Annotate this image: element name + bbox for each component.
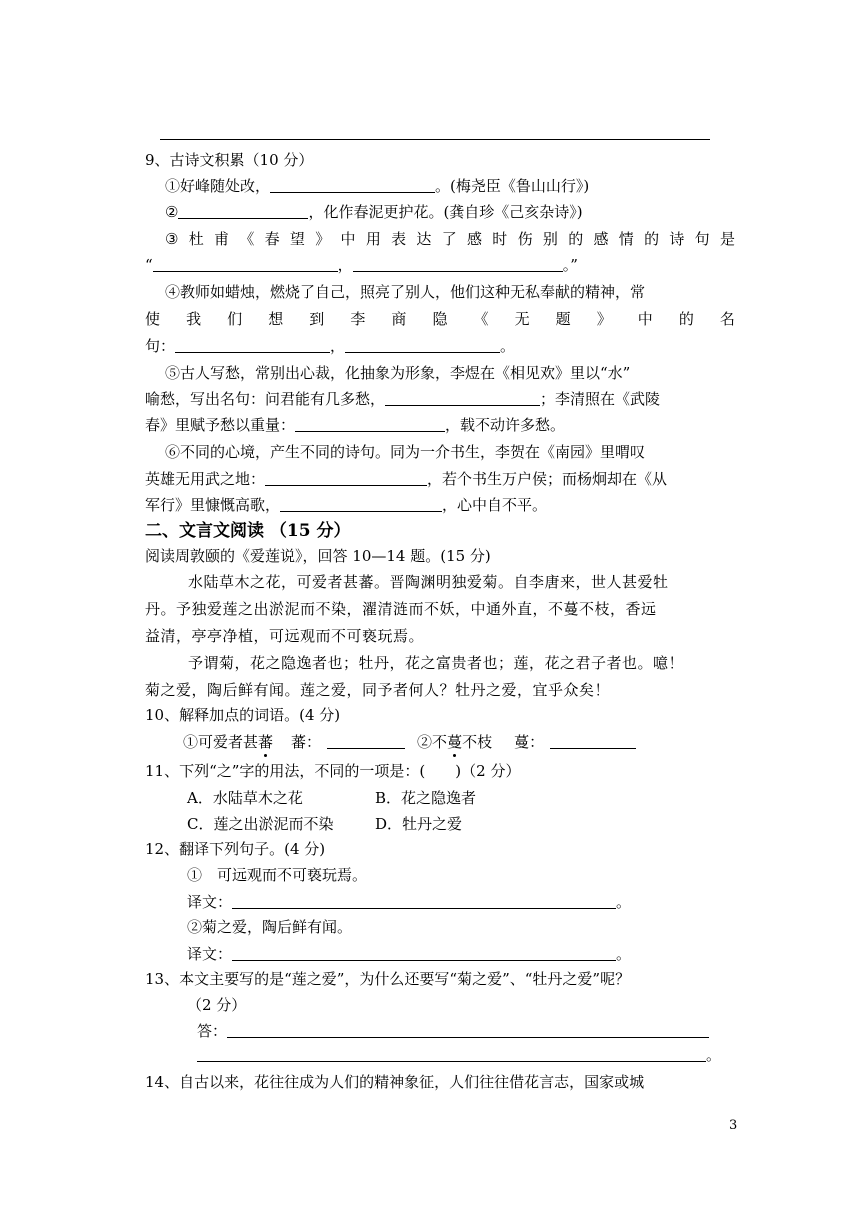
section-2-heading — [145, 521, 351, 541]
q9-i3-char: 望 — [289, 230, 305, 248]
q9-i4-char: 》 — [596, 310, 612, 328]
q9-title: 9、古诗文积累（10 分） — [145, 151, 314, 169]
q9-i3-char: 》 — [315, 230, 331, 248]
passage-p1-line1: 水陆草木之花，可爱者甚蕃。晋陶渊明独爱菊。自李唐来，世人甚爱牡 — [188, 573, 669, 591]
q12-blank-2[interactable] — [232, 945, 616, 961]
q9-i3-char: 句 — [694, 230, 710, 248]
q9-i4-char: 到 — [309, 310, 325, 328]
q11-option-d[interactable]: D．牡丹之爱 — [375, 815, 463, 833]
q9-item-6-line2 — [145, 470, 667, 488]
translation-label: 译文： — [187, 945, 233, 963]
section-2-title: 二、文言文阅读 （15 分） — [145, 521, 351, 541]
q9-item-4-line3 — [145, 337, 515, 355]
q9-item-3-line2 — [145, 256, 578, 274]
close-quote: 。” — [562, 256, 578, 274]
q9-i3-char: 甫 — [214, 230, 230, 248]
q13-answer-line1 — [197, 1022, 709, 1040]
q9-i3-char: 感 — [467, 230, 483, 248]
q9-i4-char: 们 — [227, 310, 243, 328]
comma: ， — [337, 256, 353, 274]
q9-i4-char: 中 — [637, 310, 653, 328]
q9-item-6-line1: ⑥不同的心境，产生不同的诗句。同为一介书生，李贺在《南园》里喟叹 — [165, 443, 646, 461]
q9-blank-3a[interactable] — [153, 256, 338, 272]
q9-i3-char: 诗 — [669, 230, 685, 248]
q10-blank-a[interactable] — [327, 733, 405, 749]
q9-i4-char: 无 — [514, 310, 530, 328]
q13-blank-1[interactable] — [227, 1022, 709, 1038]
passage-p2-line2: 菊之爱，陶后鲜有闻。莲之爱，同予者何人？牡丹之爱，宜乎众矣！ — [145, 681, 611, 699]
answer-label: 答： — [197, 1022, 228, 1040]
q9-i4-char: 想 — [268, 310, 284, 328]
q12-sentence-1: ① 可远观而不可亵玩焉。 — [187, 866, 368, 884]
q9-i3-char: 情 — [618, 230, 634, 248]
q9-item-2-post: ，化作春泥更护花。(龚自珍《己亥杂诗》) — [308, 203, 583, 221]
q9-i3-char: 表 — [391, 230, 407, 248]
text: 军行》里慷慨高歌， — [145, 496, 281, 514]
q11-option-c[interactable]: C．莲之出淤泥而不染 — [187, 815, 334, 833]
q12-translation-1 — [187, 893, 631, 911]
q9-item-6-line3 — [145, 496, 547, 514]
q9-item-5-line3 — [145, 416, 565, 434]
q10-b-text: ②不 — [417, 733, 448, 751]
q9-i4-char: 我 — [186, 310, 202, 328]
q9-i4-char: 李 — [350, 310, 366, 328]
q9-i3-char: 时 — [492, 230, 508, 248]
passage-p1-line2: 丹。予独爱莲之出淤泥而不染，濯清涟而不妖，中通外直，不蔓不枝，香远 — [145, 600, 657, 618]
q9-i3-char: 的 — [644, 230, 660, 248]
q9-i4-char: 使 — [145, 310, 161, 328]
q11-option-a[interactable]: A．水陆草木之花 — [187, 789, 303, 807]
q9-i3-char: 别 — [542, 230, 558, 248]
q9-i4-char: 《 — [473, 310, 489, 328]
text: 英雄无用武之地： — [145, 470, 266, 488]
q9-blank-5b[interactable] — [295, 416, 445, 432]
q9-item-1 — [165, 177, 589, 195]
q9-blank-3b[interactable] — [353, 256, 563, 272]
comma: ， — [330, 337, 346, 355]
q10-b-text-post: 不枝 — [462, 733, 493, 751]
q12-translation-2 — [187, 945, 631, 963]
passage-p1-line3: 益清，亭亭净植，可远观而不可亵玩焉。 — [145, 627, 425, 645]
period: 。 — [616, 945, 632, 963]
q9-item-5-line2 — [145, 390, 660, 408]
q9-blank-4a[interactable] — [175, 337, 330, 353]
q10-a-dotted-char: 蕃 — [258, 733, 274, 751]
text: ，载不动许多愁。 — [445, 416, 566, 434]
q9-item-3-line1 — [165, 230, 735, 248]
q9-i3-char: 的 — [568, 230, 584, 248]
period: 。 — [706, 1046, 722, 1064]
q9-item-1-post: 。(梅尧臣《鲁山山行》) — [435, 177, 590, 195]
q13-question: 13、本文主要写的是“莲之爱”，为什么还要写“菊之爱”、“牡丹之爱”呢？ — [145, 970, 631, 988]
q9-blank-2[interactable] — [178, 203, 308, 219]
q9-i4-char: 名 — [719, 310, 735, 328]
text: 喻愁，写出名句：问君能有几多愁， — [145, 390, 386, 408]
q10-blank-b[interactable] — [550, 733, 636, 749]
q9-i3-char: 用 — [365, 230, 381, 248]
q10-items — [183, 733, 636, 751]
page-number: 3 — [729, 1118, 738, 1133]
q9-i3-char: 了 — [441, 230, 457, 248]
q12-title: 12、翻译下列句子。(4 分) — [145, 840, 326, 858]
q9-i4-char: 商 — [391, 310, 407, 328]
q9-i3-char: 《 — [239, 230, 255, 248]
section-2-intro: 阅读周敦颐的《爱莲说》，回答 10—14 题。(15 分) — [145, 547, 491, 565]
q11-title: 11、下列“之”字的用法，不同的一项是：( )（2 分） — [145, 762, 521, 780]
q14-question: 14、自古以来，花往往成为人们的精神象征，人们往往借花言志，国家或城 — [145, 1073, 645, 1091]
q9-blank-5a[interactable] — [385, 390, 540, 406]
q11-option-b[interactable]: B．花之隐逸者 — [375, 789, 477, 807]
q9-item-2 — [165, 203, 583, 221]
q13-score: （2 分） — [187, 996, 247, 1014]
top-answer-line — [160, 139, 710, 140]
period: 。 — [616, 893, 632, 911]
q9-i3-char: 达 — [416, 230, 432, 248]
text: 春》里赋予愁以重量： — [145, 416, 296, 434]
q9-i3-char: 伤 — [517, 230, 533, 248]
q9-item-5-line1: ⑤古人写愁，常别出心裁，化抽象为形象，李煜在《相见欢》里以“水” — [165, 364, 631, 382]
q12-sentence-2: ②菊之爱，陶后鲜有闻。 — [187, 918, 353, 936]
open-quote: “ — [145, 256, 153, 274]
q9-blank-1[interactable] — [270, 177, 435, 193]
q9-blank-4b[interactable] — [345, 337, 500, 353]
prefix: 句： — [145, 337, 176, 355]
q9-item-2-pre: ② — [165, 203, 179, 221]
text: ；李清照在《武陵 — [540, 390, 661, 408]
q9-i3-char: 杜 — [188, 230, 204, 248]
q9-i3-char: 中 — [340, 230, 356, 248]
q10-a-text: ①可爱者甚 — [183, 733, 259, 751]
q9-blank-6b[interactable] — [280, 496, 442, 512]
q9-i3-char: 春 — [264, 230, 280, 248]
passage-p2-line1: 予谓菊，花之隐逸者也；牡丹，花之富贵者也；莲，花之君子者也。噫！ — [188, 654, 685, 672]
q9-i3-char: 是 — [719, 230, 735, 248]
q9-item-4-line1: ④教师如蜡烛，燃烧了自己，照亮了别人，他们这种无私奉献的精神，常 — [165, 283, 646, 301]
q9-item-4-line2 — [145, 310, 735, 328]
translation-label: 译文： — [187, 893, 233, 911]
q10-a-label: 蕃： — [291, 733, 322, 751]
q9-i3-char: ③ — [165, 230, 179, 248]
q10-b-label: 蔓： — [514, 733, 545, 751]
q9-i4-char: 隐 — [432, 310, 448, 328]
q10-b-dotted-char: 蔓 — [447, 733, 463, 751]
q9-i3-char: 感 — [593, 230, 609, 248]
q10-title: 10、解释加点的词语。(4 分) — [145, 706, 341, 724]
q9-blank-6a[interactable] — [265, 470, 427, 486]
q13-answer-line2 — [197, 1046, 721, 1064]
q13-blank-2[interactable] — [197, 1046, 706, 1062]
q9-i4-char: 的 — [678, 310, 694, 328]
q9-i4-char: 题 — [555, 310, 571, 328]
text: ，心中自不平。 — [442, 496, 548, 514]
q9-item-1-pre: ①好峰随处改， — [165, 177, 271, 195]
text: ，若个书生万户侯；而杨炯却在《从 — [427, 470, 668, 488]
q12-blank-1[interactable] — [232, 893, 616, 909]
period: 。 — [500, 337, 516, 355]
